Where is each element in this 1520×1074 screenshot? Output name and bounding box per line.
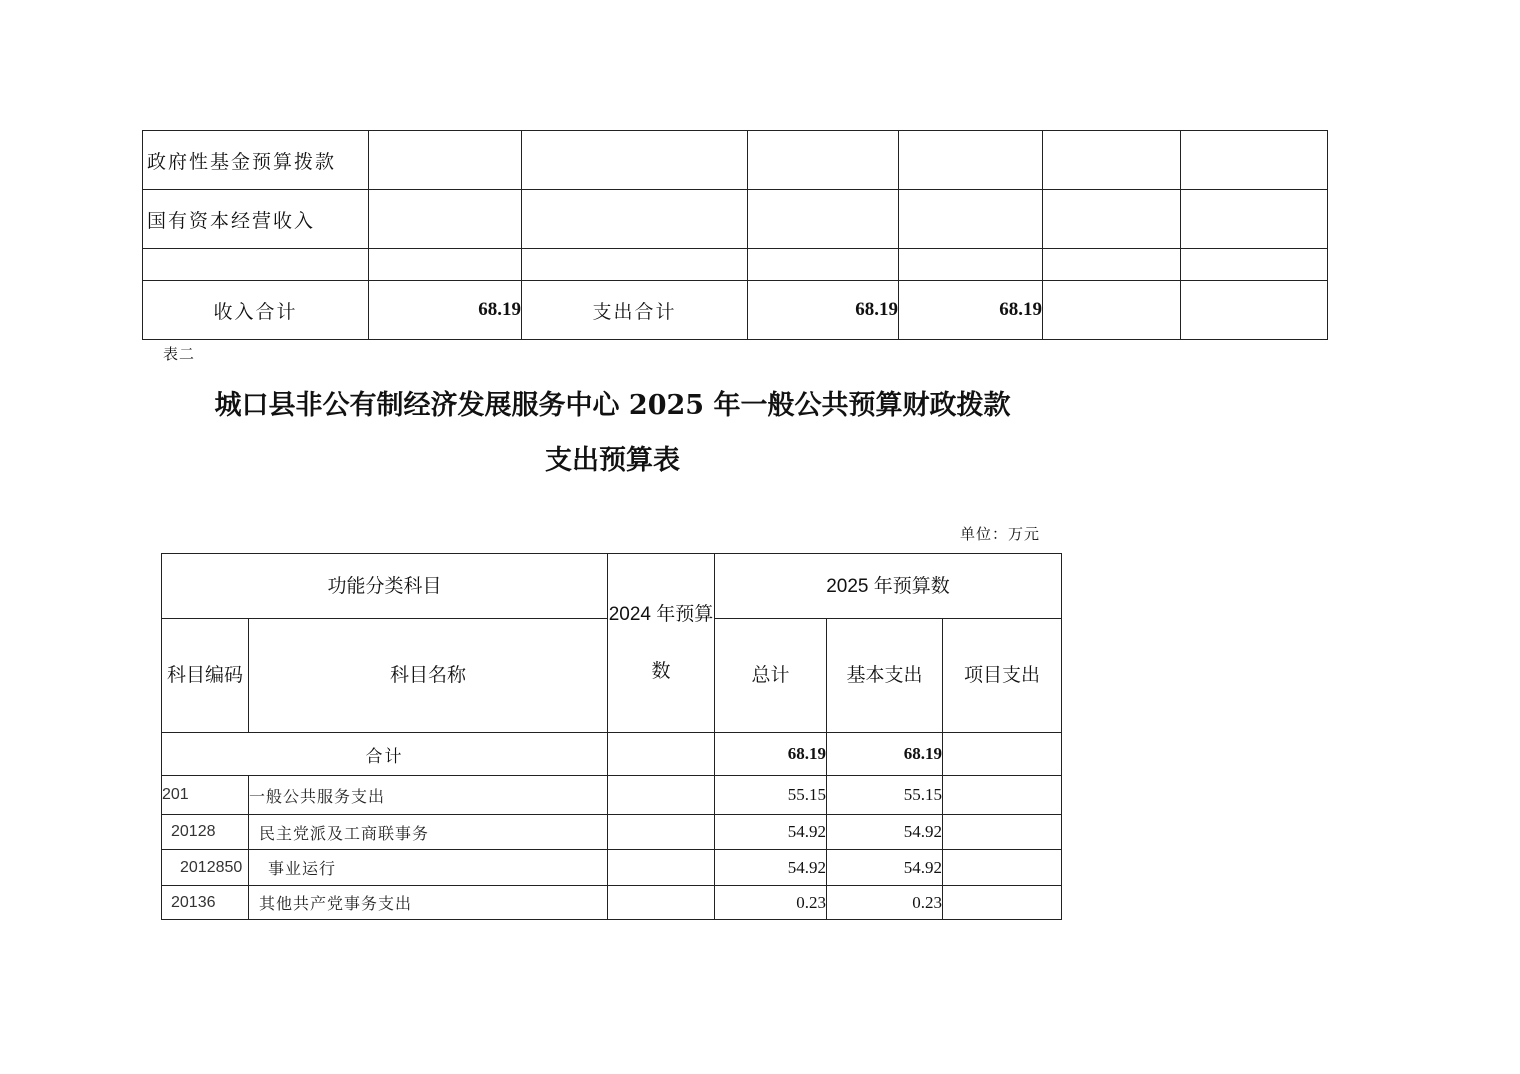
prev-value — [608, 733, 715, 776]
project-value — [943, 886, 1062, 920]
prev-value — [608, 815, 715, 850]
subject-name: 其他共产党事务支出 — [249, 886, 608, 920]
budget-table — [161, 553, 1062, 920]
prev-value — [608, 776, 715, 815]
table-row — [143, 190, 1328, 249]
income-total-value: 68.19 — [369, 281, 522, 340]
subject-code: 20136 — [162, 886, 249, 920]
subject-code: 201 — [162, 776, 249, 815]
prev-value — [608, 886, 715, 920]
func-category-header: 功能分类科目 — [162, 554, 608, 619]
expense-basic-value: 68.19 — [899, 281, 1043, 340]
table-row — [143, 249, 1328, 281]
basic-header: 基本支出 — [827, 619, 943, 733]
row-label: 国有资本经营收入 — [143, 190, 369, 249]
basic-value: 54.92 — [827, 850, 943, 886]
project-value — [943, 733, 1062, 776]
prev-value — [608, 850, 715, 886]
basic-value: 0.23 — [827, 886, 943, 920]
project-header: 项目支出 — [943, 619, 1062, 733]
basic-value: 68.19 — [827, 733, 943, 776]
basic-value: 54.92 — [827, 815, 943, 850]
expense-total-value: 68.19 — [748, 281, 899, 340]
basic-value: 55.15 — [827, 776, 943, 815]
total-value: 0.23 — [715, 886, 827, 920]
project-value — [943, 815, 1062, 850]
expense-total-label: 支出合计 — [522, 281, 748, 340]
subject-name: 民主党派及工商联事务 — [249, 815, 608, 850]
income-total-label: 收入合计 — [143, 281, 369, 340]
header-row — [162, 554, 1062, 619]
page-title: 城口县非公有制经济发展服务中心 2025 年一般公共预算财政拨款 — [214, 390, 1011, 421]
code-header: 科目编码 — [162, 619, 249, 733]
name-header: 科目名称 — [249, 619, 608, 733]
subject-name: 事业运行 — [249, 850, 608, 886]
total-header: 总计 — [715, 619, 827, 733]
project-value — [943, 850, 1062, 886]
table-caption: 表二 — [163, 345, 196, 363]
total-value: 68.19 — [715, 733, 827, 776]
project-value — [943, 776, 1062, 815]
table-row — [162, 776, 1062, 815]
cur-year-header: 2025 年预算数 — [715, 554, 1062, 619]
table-row — [162, 886, 1062, 920]
total-label: 合计 — [162, 733, 608, 776]
total-value: 54.92 — [715, 815, 827, 850]
page-subtitle: 支出预算表 — [545, 445, 680, 476]
unit-label: 单位：万元 — [960, 525, 1041, 543]
subject-code: 2012850 — [162, 850, 249, 886]
total-value: 54.92 — [715, 850, 827, 886]
subject-name: 一般公共服务支出 — [249, 776, 608, 815]
income-expense-table — [142, 130, 1328, 340]
total-row — [143, 281, 1328, 340]
table-row — [162, 815, 1062, 850]
row-label: 政府性基金预算拨款 — [143, 131, 369, 190]
table-row — [143, 131, 1328, 190]
table-row — [162, 850, 1062, 886]
total-row — [162, 733, 1062, 776]
total-value: 55.15 — [715, 776, 827, 815]
row-label — [143, 249, 369, 281]
prev-year-header: 2024 年预算数 — [608, 554, 715, 733]
subject-code: 20128 — [162, 815, 249, 850]
